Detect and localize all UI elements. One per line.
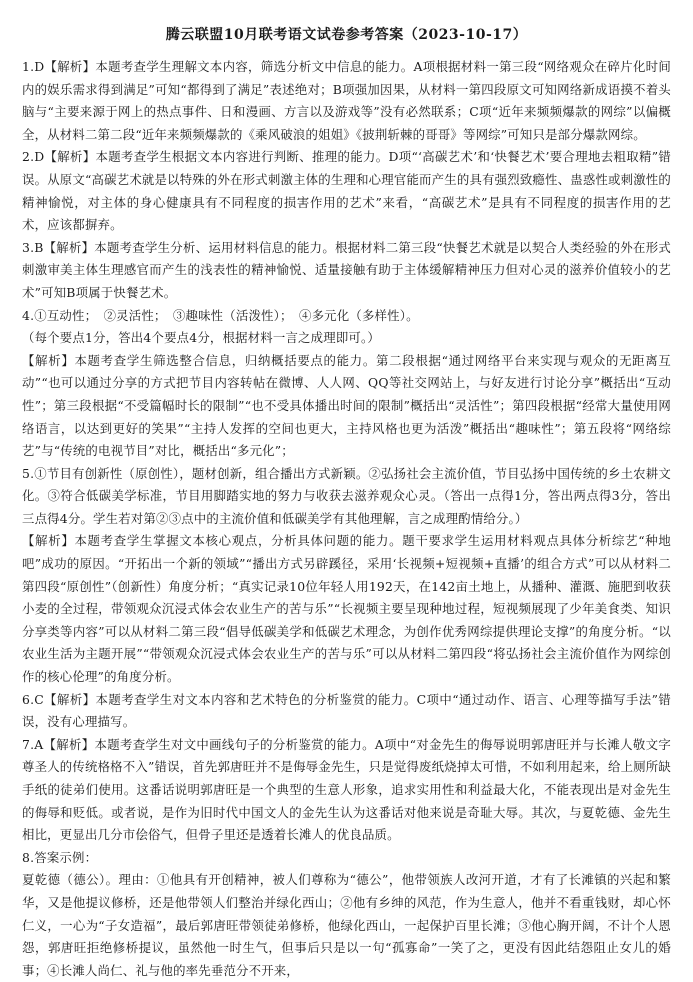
answer-3: 3.B【解析】本题考查学生分析、运用材料信息的能力。根据材料二第三段“快餐艺术就是以契合人类经验的外在形式刺激审美主体生理感官而产生的浅表性的精神愉悦、适量接触有助于主体缓解精神压力但对心灵的滋养价值较小的艺术”可知B项属于快餐艺术。 <box>22 239 671 300</box>
document-title: 腾云联盟10月联考语文试卷参考答案（2023-10-17） <box>165 27 528 43</box>
answer-7: 7.A【解析】本题考查学生对文中画线句子的分析鉴赏的能力。A项中“对金先生的侮辱说明郭唐旺并与长滩人敬文字尊圣人的传统格格不入”错误，首先郭唐旺并不是侮辱金先生，只是觉得废纸烧掉太可惜，不如利用起来，给上厕所缺手纸的徒弟们使用。这番话说明郭唐旺是一个典型的生意人形象，追求实用性和利益最大化，不能表现出是对金先生的侮辱和贬低。或者说，是作为旧时代中国文人的金先生认为这番话对他来说是奇耻大辱。其次，与夏乾德、金先生相比，更显出几分市侩俗气，但骨子里还是透着长滩人的优良品质。 <box>22 736 671 843</box>
answer-4: 4.①互动性； ②灵活性； ③趣味性（活泼性）； ④多元化（多样性）。 <box>22 307 419 323</box>
answer-4-analysis: 【解析】本题考查学生筛选整合信息，归纳概括要点的能力。第二段根据“通过网络平台来实现与观众的无距离互动”“也可以通过分享的方式把节目内容转帖在微博、人人网、QQ等社交网站上，与好友进行讨论分享”概括出“互动性”；第三段根据“不受篇幅时长的限制”“也不受具体播出时间的限制”概括出“灵活性”；第四段根据“经常大量使用网络语言，以达到更好的笑果”“主持人发挥的空间也更大，主持风格也更为活泼”概括出“趣味性”；第五段将“网络综艺”与“传统的电视节目”对比，概括出“多元化”； <box>22 352 671 459</box>
answer-6: 6.C【解析】本题考查学生对文本内容和艺术特色的分析鉴赏的能力。C项中“通过动作、语言、心理等描写手法”错误，没有心理描写。 <box>22 691 671 730</box>
answer-5: 5.①节目有创新性（原创性），题材创新，组合播出方式新颖。②弘扬社会主流价值，节目弘扬中国传统的乡土农耕文化。③符合低碳美学标准，节目用脚踏实地的努力与收获去滋养观众心灵。（答出一点得1分，答出两点得3分，答出三点得4分。学生若对第②③点中的主流价值和低碳美学有其他理解，言之成理酌情给分。） <box>22 465 671 526</box>
answer-4-scoring: （每个要点1分，答出4个要点4分，根据材料一言之成理即可。） <box>22 330 380 346</box>
answer-1: 1.D【解析】本题考查学生理解文本内容，筛选分析文中信息的能力。A项根据材料一第三段“网络观众在碎片化时间内的娱乐需求得到满足”可知“都得到了满足”表述绝对；B项强加因果，从材料一第四段原文可知网络新成语摸不着头脑与“主要来源于网上的热点事件、日和漫画、方言以及游戏等”没有必然联系；C项“近年来频频爆款的网综”以偏概全，从材料二第二段“近年来频频爆款的《乘风破浪的姐姐》《披荆斩棘的哥哥》等网综”可知只是部分爆款网综。 <box>22 59 671 142</box>
answer-2: 2.D【解析】本题考查学生根据文本内容进行判断、推理的能力。D项“‘高碳艺术’和‘快餐艺术’要合理地去粗取精”错误。从原文“高碳艺术就是以特殊的外在形式刺激主体的生理和心理官能而产生的具有强烈致瘾性、蛊惑性或刺激性的精神愉悦，对主体的身心健康具有不同程度的损害作用的艺术”来看，“高碳艺术”是具有不同程度的损害作用的艺术，应该都摒弃。 <box>22 149 671 233</box>
answer-5-analysis: 【解析】本题考查学生掌握文本核心观点，分析具体问题的能力。题干要求学生运用材料观点具体分析综艺“种地吧”成功的原因。“开拓出一个新的领域”“播出方式另辟蹊径，采用‘长视频+短视频+直播’的组合方式”可以从材料二第四段“原创性”（创新性）角度分析；“真实记录10位年轻人用192天，在142亩土地上，从播种、灌溉、施肥到收获小麦的全过程，带领观众沉浸式体会农业生产的苦与乐”“长视频主要呈现种地过程，短视频展现了少年美食类、知识分享类等内容”可以从材料二第三段“倡导低碳美学和低碳艺术理念，为创作优秀网综提供理论支撑”的角度分析。“以农业生活为主题开展”“带领观众沉浸式体会农业生产的苦与乐”可以从材料二第四段“将弘扬社会主流价值作为网综创作的核心伦理”的角度分析。 <box>22 533 671 685</box>
answer-8-heading: 8.答案示例： <box>22 849 98 865</box>
answer-8-example: 夏乾德（德公）。理由：①他具有开创精神，被人们尊称为“德公”，他带领族人改河开道，才有了长滩镇的兴起和繁华，又是他提议修桥，还是他带领人们整治并绿化西山；②他有乡绅的风范，作为生意人，他并不看重钱财，却心怀仁义，一心为“子女造福”，最后郭唐旺带领徒弟修桥，他绿化西山，一起保护百里长滩；③他心胸开阔，不计个人恩怨，郭唐旺拒绝修桥提议，虽然他一时生气，但事后只是以一句“孤寡命”一笑了之，更没有因此结怨阻止女儿的婚事；④长滩人尚仁、礼与他的率先垂范分不开来， <box>22 872 671 978</box>
